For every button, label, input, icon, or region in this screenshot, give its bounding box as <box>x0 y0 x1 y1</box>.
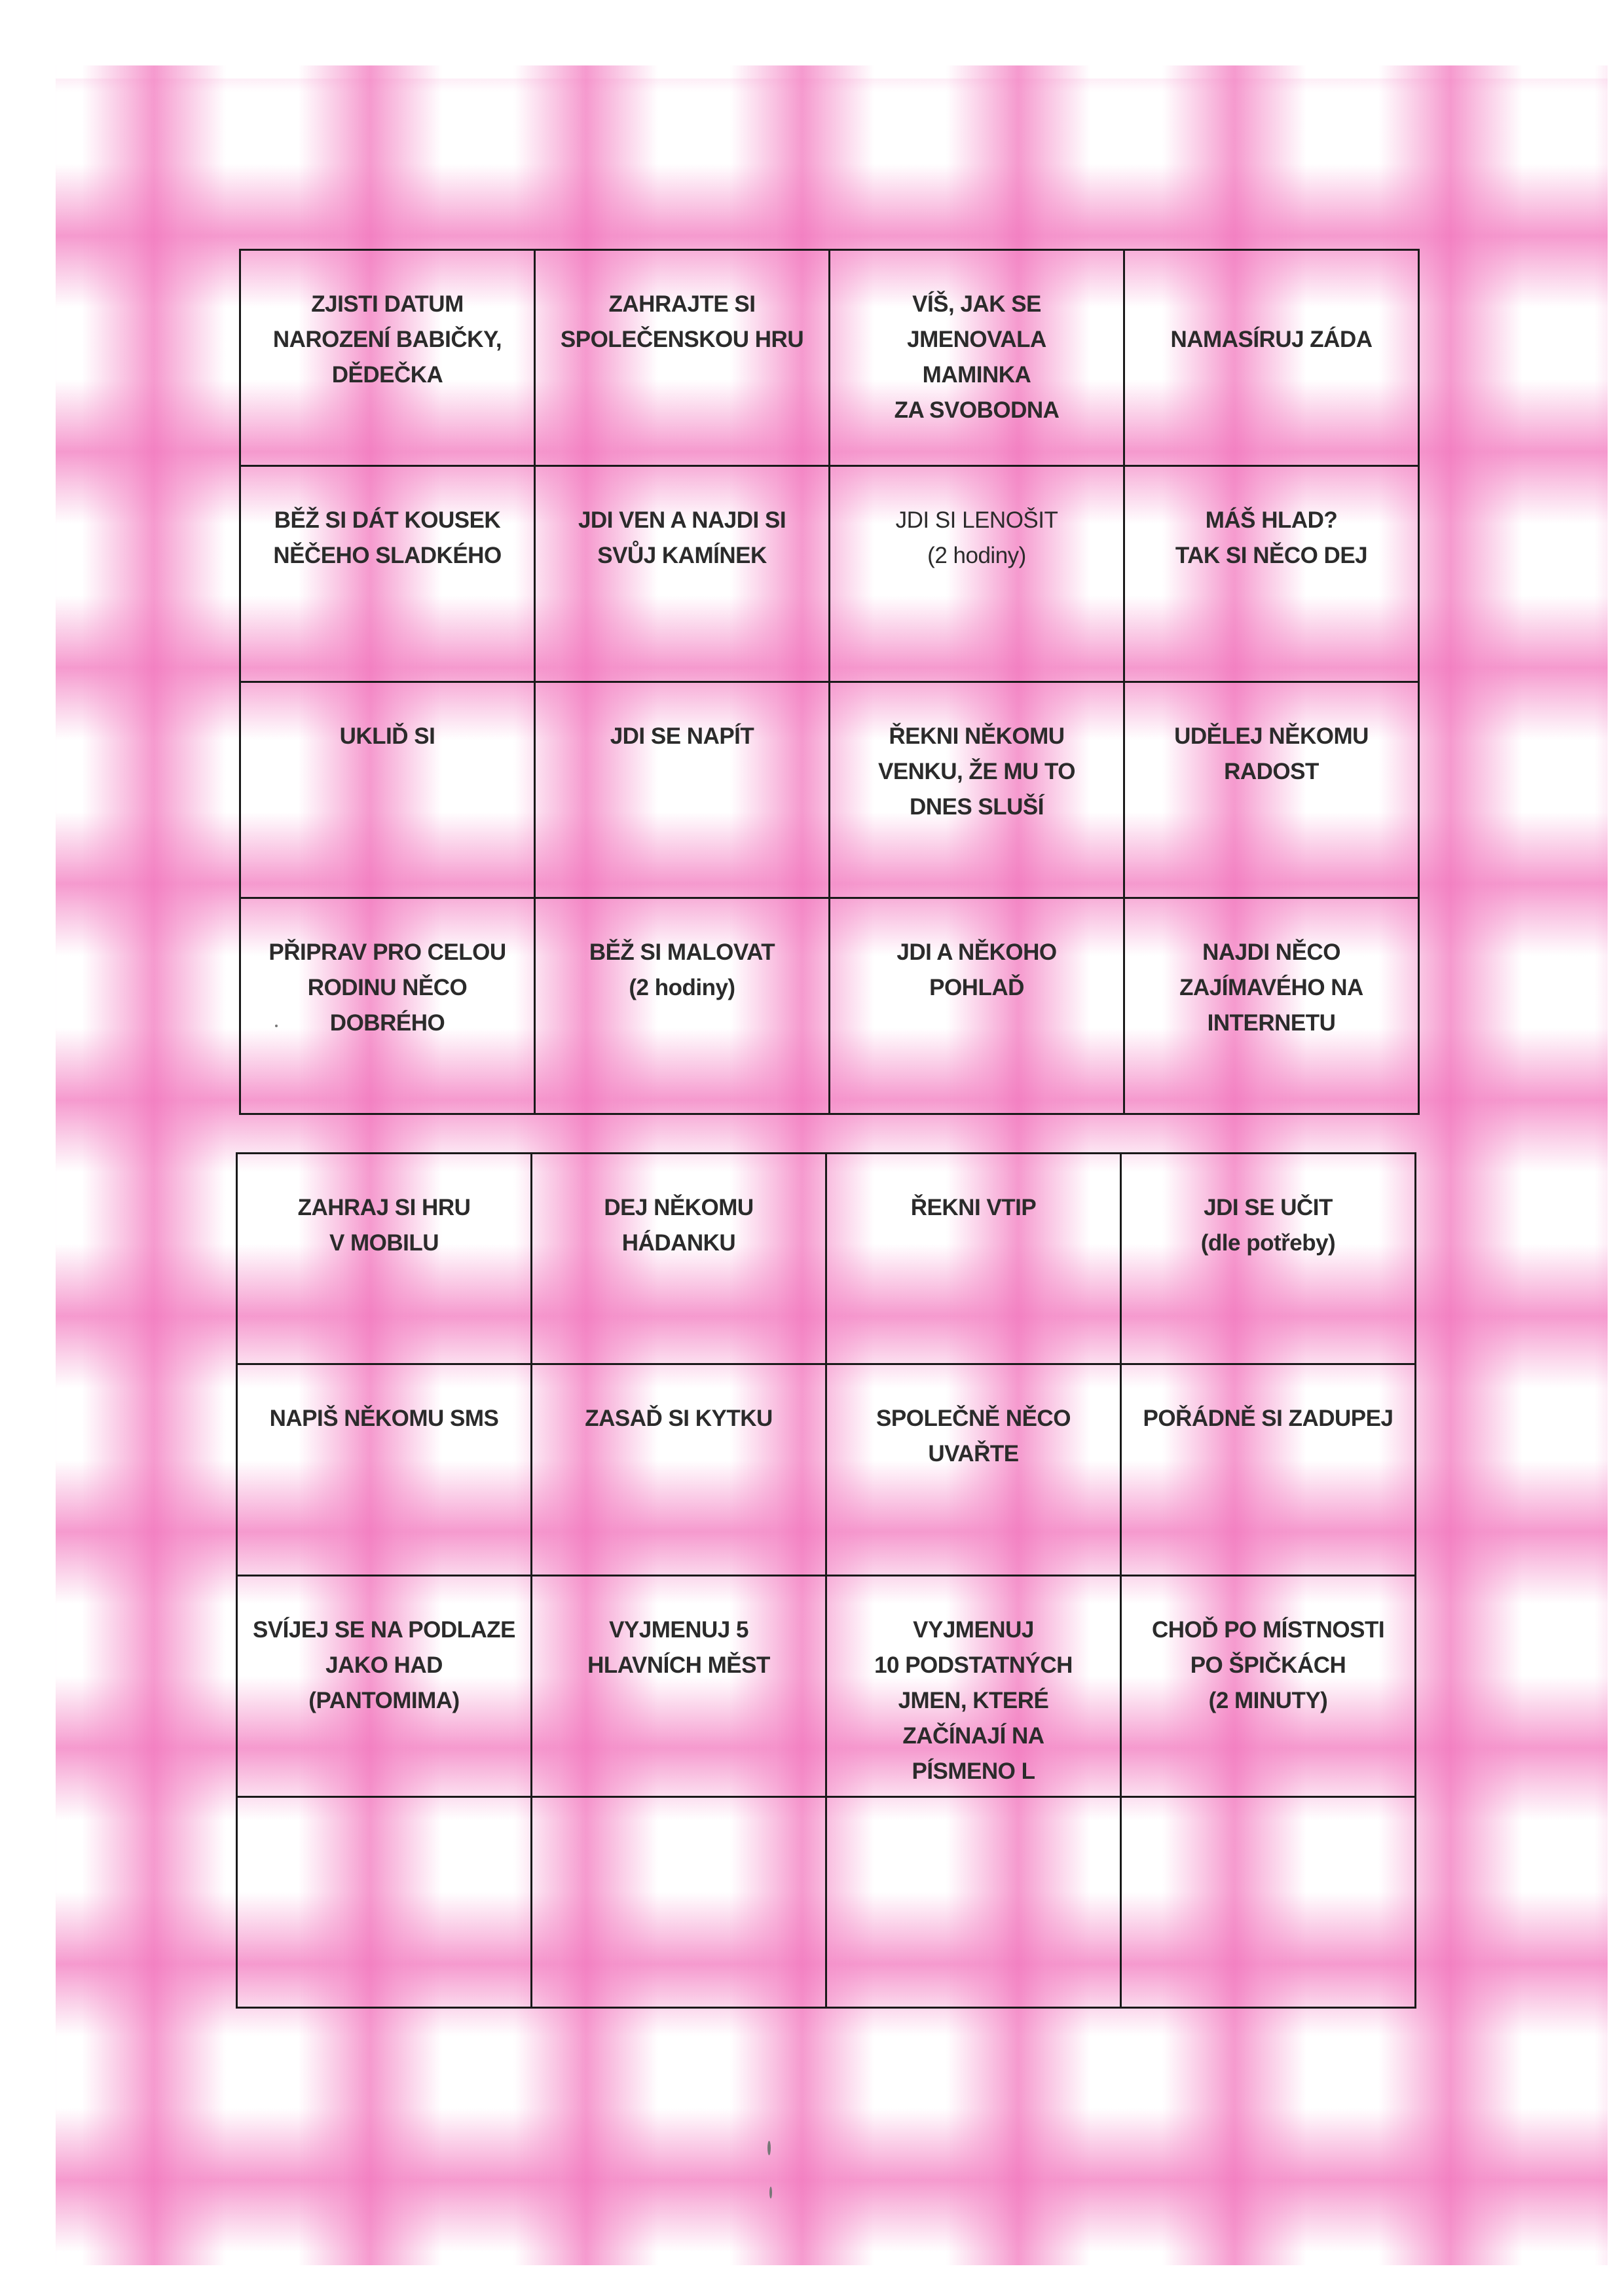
task-card-text: ŘEKNI VTIP <box>910 1195 1037 1220</box>
task-card-text: UKLIĎ SI <box>339 723 435 749</box>
task-card-text: VÍŠ, JAK SE JMENOVALA MAMINKA ZA SVOBODNA <box>894 291 1060 423</box>
task-card-grid-top <box>239 249 1420 1115</box>
task-card-text: ZASAĎ SI KYTKU <box>585 1406 773 1432</box>
task-card-text: MÁŠ HLAD? TAK SI NĚCO DEJ <box>1175 507 1368 568</box>
task-card[interactable] <box>827 1154 1122 1365</box>
task-card[interactable] <box>532 1576 827 1798</box>
task-card-text: BĚŽ SI MALOVAT (2 hodiny) <box>589 939 775 1000</box>
task-card[interactable] <box>830 683 1125 899</box>
task-card-text: JDI SE UČIT (dle potřeby) <box>1200 1195 1336 1256</box>
task-card[interactable] <box>1122 1365 1416 1576</box>
task-card[interactable] <box>241 683 536 899</box>
task-card-text: SPOLEČNĚ NĚCO UVAŘTE <box>876 1406 1071 1467</box>
task-card[interactable] <box>827 1365 1122 1576</box>
task-card-text: VYJMENUJ 10 PODSTATNÝCH JMEN, KTERÉ ZAČÍNAJÍ NA PÍSMENO L <box>874 1616 1073 1784</box>
task-card-text: NAJDI NĚCO ZAJÍMAVÉHO NA INTERNETU <box>1179 939 1363 1036</box>
task-card-text: POŘÁDNĚ SI ZADUPEJ <box>1143 1406 1393 1432</box>
task-card[interactable] <box>1125 467 1420 683</box>
task-card-text: NAPIŠ NĚKOMU SMS <box>269 1406 499 1432</box>
task-card[interactable] <box>830 899 1125 1115</box>
task-card-text: JDI SI LENOŠIT (2 hodiny) <box>895 507 1058 568</box>
blank-card[interactable] <box>532 1798 827 2009</box>
task-card-text: JDI VEN A NAJDI SI SVŮJ KAMÍNEK <box>578 507 786 568</box>
task-card[interactable] <box>532 1154 827 1365</box>
scan-speck <box>275 1025 278 1027</box>
task-card-grid-bottom <box>236 1152 1416 2009</box>
task-card[interactable] <box>238 1365 532 1576</box>
task-card-text: ZAHRAJTE SI SPOLEČENSKOU HRU <box>560 291 804 352</box>
task-card[interactable] <box>536 683 830 899</box>
task-card[interactable] <box>827 1576 1122 1798</box>
task-card[interactable] <box>532 1365 827 1576</box>
task-card[interactable] <box>238 1576 532 1798</box>
task-card[interactable] <box>830 251 1125 467</box>
task-card[interactable] <box>1125 251 1420 467</box>
scan-speck <box>767 2141 771 2155</box>
task-card-text: PŘIPRAV PRO CELOU RODINU NĚCO DOBRÉHO <box>268 939 506 1036</box>
task-card-text: VYJMENUJ 5 HLAVNÍCH MĚST <box>587 1616 770 1678</box>
task-card-text: ŘEKNI NĚKOMU VENKU, ŽE MU TO DNES SLUŠÍ <box>877 723 1076 820</box>
task-card-text: ZJISTI DATUM NAROZENÍ BABIČKY, DĚDEČKA <box>272 291 502 388</box>
task-card[interactable] <box>1122 1576 1416 1798</box>
blank-card[interactable] <box>1122 1798 1416 2009</box>
task-card[interactable] <box>241 251 536 467</box>
blank-card[interactable] <box>827 1798 1122 2009</box>
task-card[interactable] <box>536 899 830 1115</box>
task-card[interactable] <box>536 467 830 683</box>
task-card-text: SVÍJEJ SE NA PODLAZE JAKO HAD (PANTOMIMA) <box>252 1616 516 1713</box>
task-card-text: NAMASÍRUJ ZÁDA <box>1170 327 1373 352</box>
blank-card[interactable] <box>238 1798 532 2009</box>
task-card-text: JDI SE NAPÍT <box>610 723 754 749</box>
task-card[interactable] <box>241 467 536 683</box>
task-card-text: UDĚLEJ NĚKOMU RADOST <box>1174 723 1369 784</box>
task-card[interactable] <box>1125 899 1420 1115</box>
task-card[interactable] <box>830 467 1125 683</box>
task-card-text: ZAHRAJ SI HRU V MOBILU <box>297 1195 471 1256</box>
task-card[interactable] <box>1122 1154 1416 1365</box>
task-card[interactable] <box>241 899 536 1115</box>
task-card[interactable] <box>1125 683 1420 899</box>
task-card[interactable] <box>238 1154 532 1365</box>
task-card-text: CHOĎ PO MÍSTNOSTI PO ŠPIČKÁCH (2 MINUTY) <box>1151 1616 1385 1713</box>
task-card-text: DEJ NĚKOMU HÁDANKU <box>604 1195 754 1256</box>
task-card[interactable] <box>536 251 830 467</box>
scan-speck <box>769 2187 772 2198</box>
task-card-text: JDI A NĚKOHO POHLAĎ <box>896 939 1057 1000</box>
task-card-text: BĚŽ SI DÁT KOUSEK NĚČEHO SLADKÉHO <box>273 507 502 568</box>
